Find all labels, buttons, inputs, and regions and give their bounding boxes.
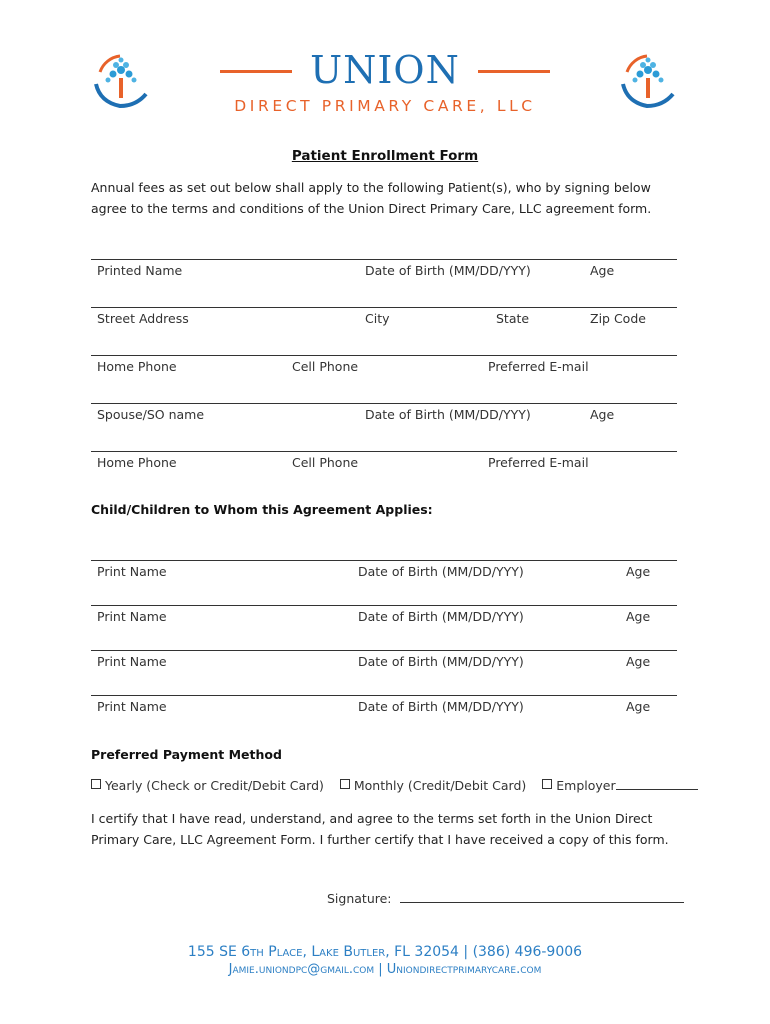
yearly-option-label: Yearly (Check or Credit/Debit Card) xyxy=(105,778,324,793)
brand-rule-right xyxy=(478,70,550,73)
yearly-checkbox[interactable] xyxy=(91,779,101,789)
home-phone-label: Home Phone xyxy=(97,359,177,374)
child-age-label: Age xyxy=(626,564,651,579)
payment-heading: Preferred Payment Method xyxy=(91,747,282,762)
spouse-age-label: Age xyxy=(590,407,615,422)
child-print-name-label: Print Name xyxy=(97,654,167,669)
field-line xyxy=(91,605,677,606)
child-print-name-label: Print Name xyxy=(97,699,167,714)
child-dob-label: Date of Birth (MM/DD/YYY) xyxy=(358,564,524,579)
brand-rule-left xyxy=(220,70,292,73)
child-dob-label: Date of Birth (MM/DD/YYY) xyxy=(358,609,524,624)
child-dob-label: Date of Birth (MM/DD/YYY) xyxy=(358,699,524,714)
footer-contact: Jamie.uniondpc@gmail.com | Uniondirectprimarycare.com xyxy=(228,962,542,977)
child-print-name-label: Print Name xyxy=(97,609,167,624)
child-age-label: Age xyxy=(626,609,651,624)
tree-hand-logo-icon xyxy=(617,50,679,112)
state-label: State xyxy=(496,311,530,326)
signature-line[interactable] xyxy=(400,902,684,903)
child-dob-label: Date of Birth (MM/DD/YYY) xyxy=(358,654,524,669)
field-line xyxy=(91,259,677,260)
employer-option-label: Employer xyxy=(556,778,616,793)
zip-code-label: Zip Code xyxy=(590,311,646,326)
spouse-home-phone-label: Home Phone xyxy=(97,455,177,470)
field-line xyxy=(91,403,677,404)
brand-subtitle: DIRECT PRIMARY CARE, LLC xyxy=(234,97,536,115)
employer-checkbox[interactable] xyxy=(542,779,552,789)
children-heading: Child/Children to Whom this Agreement Applies: xyxy=(91,502,433,517)
printed-name-label: Printed Name xyxy=(97,263,183,278)
signature-label: Signature: xyxy=(327,891,392,906)
tree-hand-logo-icon xyxy=(90,50,152,112)
spouse-cell-phone-label: Cell Phone xyxy=(292,455,359,470)
field-line xyxy=(91,307,677,308)
signature-row xyxy=(327,891,684,906)
field-line xyxy=(91,695,677,696)
field-line xyxy=(91,560,677,561)
spouse-preferred-email-label: Preferred E-mail xyxy=(488,455,589,470)
dob-label: Date of Birth (MM/DD/YYY) xyxy=(365,263,531,278)
form-title: Patient Enrollment Form xyxy=(291,148,479,164)
city-label: City xyxy=(365,311,390,326)
field-line xyxy=(91,355,677,356)
employer-blank-line[interactable] xyxy=(616,789,698,790)
brand-name: UNION xyxy=(310,48,460,92)
field-line xyxy=(91,451,677,452)
child-print-name-label: Print Name xyxy=(97,564,167,579)
cell-phone-label: Cell Phone xyxy=(292,359,359,374)
spouse-dob-label: Date of Birth (MM/DD/YYY) xyxy=(365,407,531,422)
footer-address: 155 SE 6th Place, Lake Butler, FL 32054 | (386) 496-9006 xyxy=(187,944,583,960)
field-line xyxy=(91,650,677,651)
street-address-label: Street Address xyxy=(97,311,189,326)
spouse-name-label: Spouse/SO name xyxy=(97,407,205,422)
monthly-option-label: Monthly (Credit/Debit Card) xyxy=(353,778,527,793)
child-age-label: Age xyxy=(626,699,651,714)
child-age-label: Age xyxy=(626,654,651,669)
preferred-email-label: Preferred E-mail xyxy=(488,359,589,374)
payment-options-row xyxy=(91,778,698,793)
monthly-checkbox[interactable] xyxy=(340,779,350,789)
certify-paragraph: I certify that I have read, understand, and agree to the terms set forth in the Union Direct Primary Care, LLC Agreement Form. I further certify that I have received a copy of this form. xyxy=(91,811,669,847)
age-label: Age xyxy=(590,263,615,278)
intro-paragraph: Annual fees as set out below shall apply to the following Patient(s), who by signing below agree to the terms and conditions of the Union Direct Primary Care, LLC agreement form. xyxy=(91,180,652,216)
